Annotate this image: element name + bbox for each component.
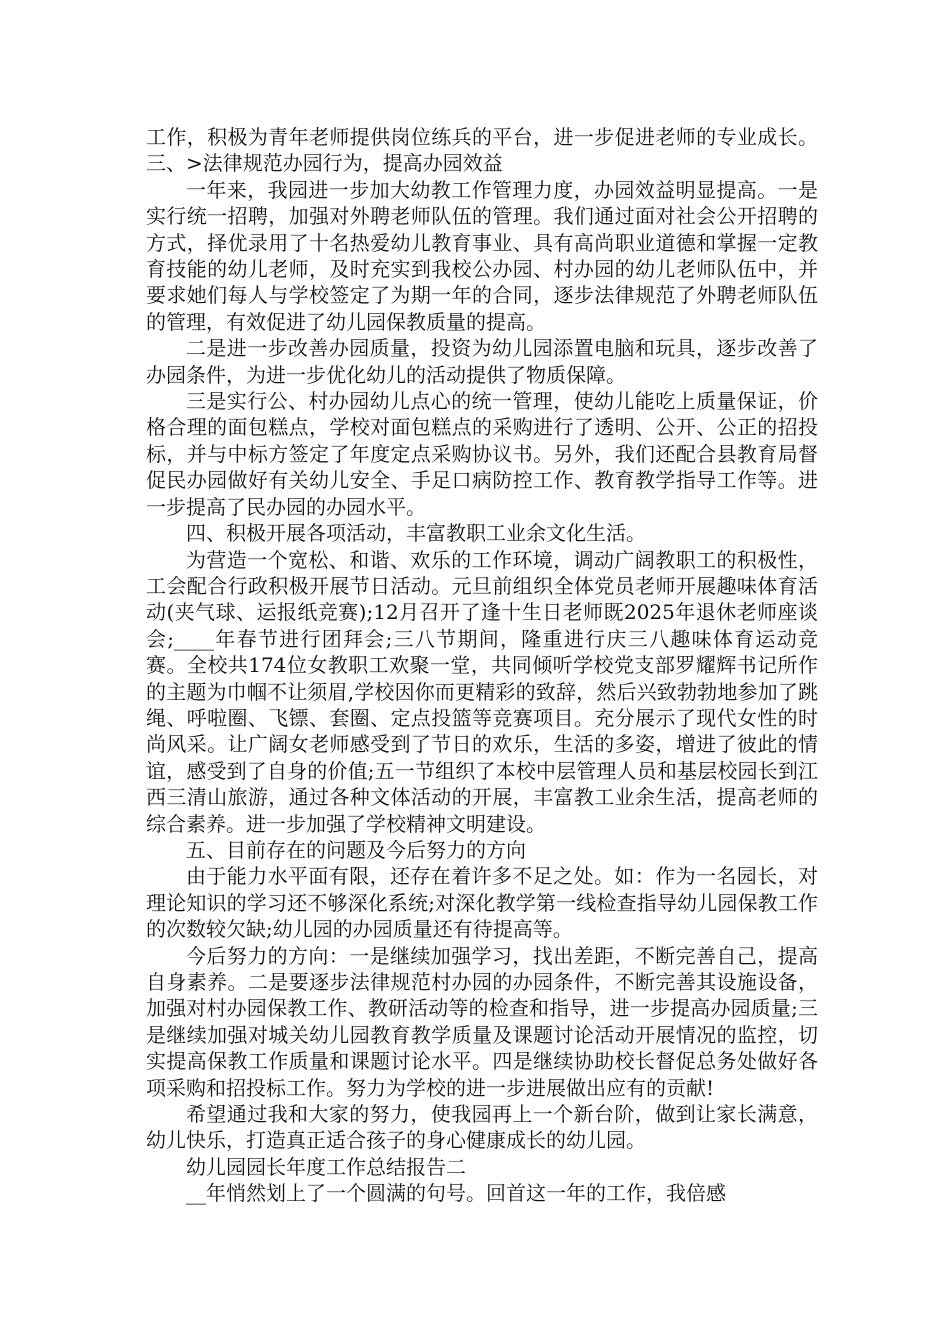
section-heading: 五、目前存在的问题及今后努力的方向 xyxy=(186,837,526,862)
paragraph: __年悄然划上了一个圆满的句号。回首这一年的工作，我倍感 xyxy=(186,1181,726,1206)
paragraph: 三是实行公、村办园幼儿点心的统一管理，使幼儿能吃上质量保证，价格合理的面包糕点，学校对面包糕点的采购进行了透明、公开、公正的招投标，并与中标方签定了年度定点采购协议书。另外，我们还配合县教育局督促民办园做好有关幼儿安全、手足口病防控工作、教育教学指导工作等。进一步提高了民办园的办园水平。 xyxy=(146,389,818,519)
paragraph: 希望通过我和大家的努力，使我园再上一个新台阶，做到让家长满意，幼儿快乐，打造真正适合孩子的身心健康成长的幼儿园。 xyxy=(146,1102,818,1153)
section-heading: 四、积极开展各项活动，丰富教职工业余文化生活。 xyxy=(186,521,646,546)
paragraph: 一年来，我园进一步加大幼教工作管理力度，办园效益明显提高。一是实行统一招聘，加强对外聘老师队伍的管理。我们通过面对社会公开招聘的方式，择优录用了十名热爱幼儿教育事业、具有高尚职业道德和掌握一定教育技能的幼儿老师，及时充实到我校公办园、村办园的幼儿老师队伍中，并要求她们每人与学校签定了为期一年的合同，逐步法律规范了外聘老师队伍的管理，有效促进了幼儿园保教质量的提高。 xyxy=(146,177,818,334)
paragraph: 工作，积极为青年老师提供岗位练兵的平台，进一步促进老师的专业成长。三、>法律规范办园行为，提高办园效益 xyxy=(146,125,818,176)
paragraph: 今后努力的方向：一是继续加强学习，找出差距，不断完善自己，提高自身素养。二是要逐步法律规范村办园的办园条件，不断完善其设施设备，加强对村办园保教工作、教研活动等的检查和指导，进一步提高办园质量;三是继续加强对城关幼儿园教育教学质量及课题讨论活动开展情况的监控，切实提高保教工作质量和课题讨论水平。四是继续协助校长督促总务处做好各项采购和招投标工作。努力为学校的进一步进展做出应有的贡献! xyxy=(146,943,818,1100)
document-page xyxy=(146,124,818,1207)
paragraph: 为营造一个宽松、和谐、欢乐的工作环境，调动广阔教职工的积极性，工会配合行政积极开展节日活动。元旦前组织全体党员老师开展趣味体育活动(夹气球、运报纸竞赛);12月召开了逢十生日老师既2025年退休老师座谈会;____年春节进行团拜会;三八节期间，隆重进行庆三八趣味体育运动竞赛。全校共174位女教职工欢聚一堂，共同倾听学校党支部罗耀辉书记所作的主题为巾帼不让须眉,学校因你而更精彩的致辞，然后兴致勃勃地参加了跳绳、呼啦圈、飞镖、套圈、定点投篮等竞赛项目。充分展示了现代女性的时尚风采。让广阔女老师感受到了节日的欢乐，生活的多姿，增进了彼此的情谊，感受到了自身的价值;五一节组织了本校中层管理人员和基层校园长到江西三清山旅游，通过各种文体活动的开展，丰富教工业余生活，提高老师的综合素养。进一步加强了学校精神文明建设。 xyxy=(146,547,818,836)
paragraph: 二是进一步改善办园质量，投资为幼儿园添置电脑和玩具，逐步改善了办园条件，为进一步优化幼儿的活动提供了物质保障。 xyxy=(146,336,818,387)
paragraph: 由于能力水平面有限，还存在着许多不足之处。如：作为一名园长，对理论知识的学习还不够深化系统;对深化教学第一线检查指导幼儿园保教工作的次数较欠缺;幼儿园的办园质量还有待提高等。 xyxy=(146,864,818,942)
report-title: 幼儿园园长年度工作总结报告二 xyxy=(186,1154,466,1179)
